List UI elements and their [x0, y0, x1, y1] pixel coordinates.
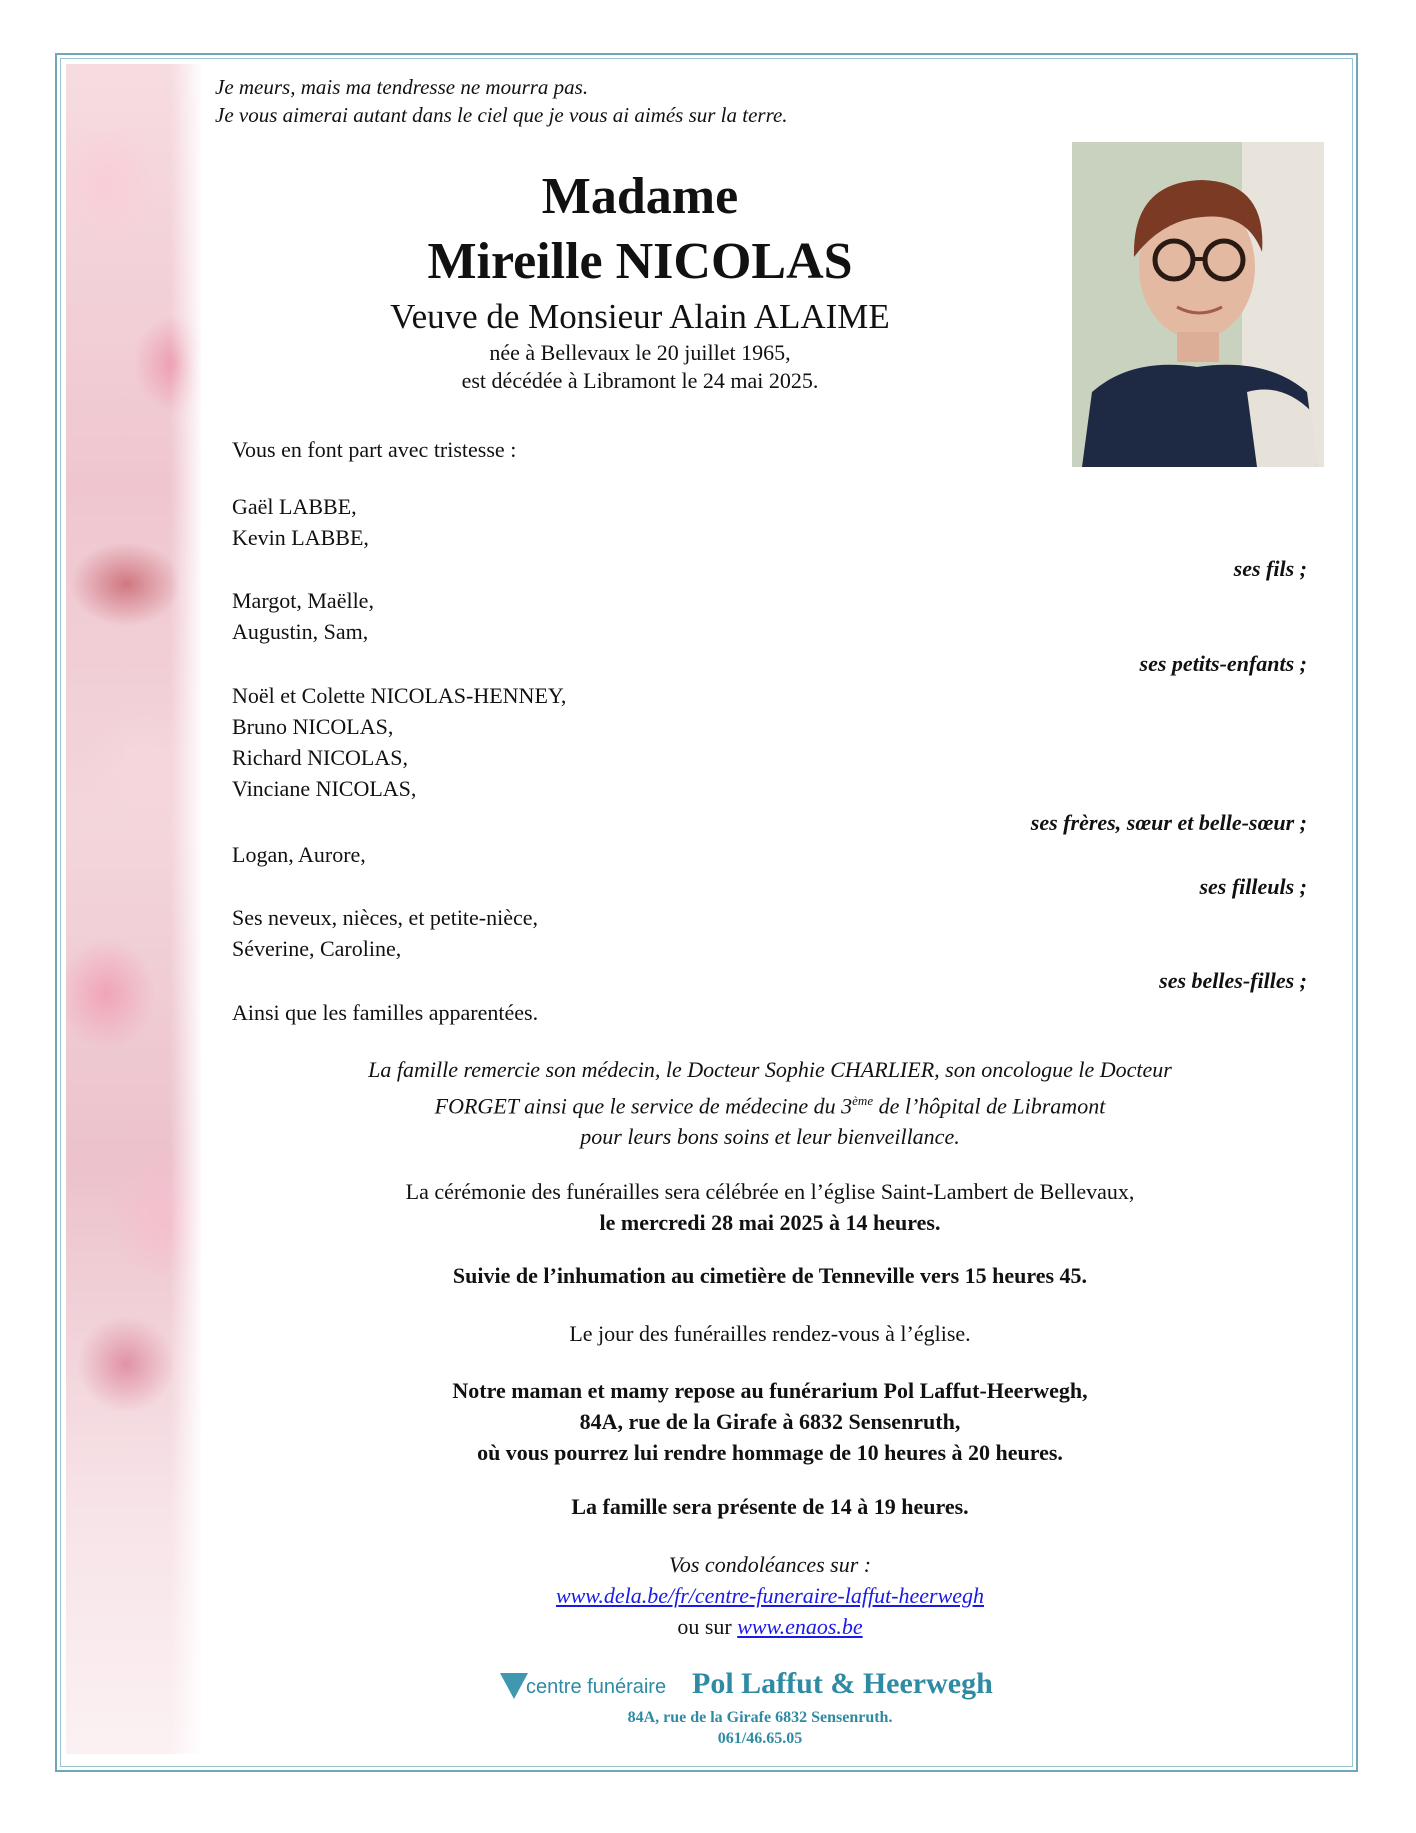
- or-text: ou sur: [677, 1614, 738, 1639]
- relation-fils: ses fils ;: [1233, 556, 1307, 581]
- portrait-photo: [1072, 142, 1324, 467]
- meeting-line: Le jour des funérailles rendez-vous à l’église.: [569, 1321, 971, 1346]
- epigraph-line-1: Je meurs, mais ma tendresse ne mourra pas.: [215, 75, 589, 99]
- family-names-1: [232, 585, 374, 647]
- funeral-home-logo: [500, 1667, 1020, 1707]
- logo-brand-name: Pol Laffut & Heerwegh: [692, 1667, 993, 1700]
- birth-line: née à Bellevaux le 20 juillet 1965,: [489, 340, 791, 365]
- family-name: Bruno NICOLAS,: [232, 714, 394, 739]
- condolences-block: [240, 1549, 1300, 1642]
- family-name: Gaël LABBE,: [232, 494, 357, 519]
- thanks-paragraph: [240, 1054, 1300, 1152]
- family-name: Séverine, Caroline,: [232, 936, 402, 961]
- funerarium-line-3: où vous pourrez lui rendre hommage de 10 heures à 20 heures.: [477, 1440, 1063, 1465]
- deceased-header: [250, 165, 1030, 395]
- thanks-line-3: pour leurs bons soins et leur bienveillance.: [580, 1124, 960, 1150]
- thanks-line-2b: de l’hôpital de Libramont: [873, 1093, 1106, 1119]
- funerarium-line-1: Notre maman et mamy repose au funérarium Pol Laffut-Heerwegh,: [452, 1378, 1088, 1403]
- footer-address: 84A, rue de la Girafe 6832 Sensenruth.: [627, 1709, 893, 1726]
- family-name: Margot, Maëlle,: [232, 588, 374, 613]
- family-names-4: [232, 902, 538, 964]
- family-name: Ses neveux, nièces, et petite-nièce,: [232, 905, 539, 930]
- family-name: Kevin LABBE,: [232, 525, 369, 550]
- family-name: Augustin, Sam,: [232, 619, 369, 644]
- relation-petits-enfants: ses petits-enfants ;: [1139, 651, 1307, 676]
- thanks-line-2a: FORGET ainsi que le service de médecine du 3: [434, 1093, 853, 1119]
- deceased-name: Mireille NICOLAS: [427, 233, 853, 290]
- relation-belles-filles: ses belles-filles ;: [1159, 968, 1307, 993]
- related-families: Ainsi que les familles apparentées.: [232, 1000, 539, 1025]
- relation-filleuls: ses filleuls ;: [1199, 874, 1307, 899]
- thanks-line-2: [240, 1085, 1300, 1121]
- thanks-line-1: La famille remercie son médecin, le Docteur Sophie CHARLIER, son oncologue le Docteur: [368, 1057, 1172, 1082]
- logo-small-text: centre funéraire: [526, 1676, 667, 1698]
- relation-freres-soeur: ses frères, sœur et belle-sœur ;: [1030, 810, 1307, 835]
- condolences-label: Vos condoléances sur :: [668, 1552, 872, 1577]
- ceremony-line-1: La cérémonie des funérailles sera célébrée en l’église Saint-Lambert de Bellevaux,: [405, 1179, 1135, 1204]
- family-name: Vinciane NICOLAS,: [232, 776, 417, 801]
- thanks-superscript: ème: [852, 1093, 874, 1108]
- epigraph: [215, 73, 788, 129]
- intro-text: Vous en font part avec tristesse :: [232, 437, 517, 462]
- family-names-0: [232, 491, 369, 553]
- ceremony-paragraph: [240, 1176, 1300, 1238]
- burial-line: Suivie de l’inhumation au cimetière de Tenneville vers 15 heures 45.: [452, 1263, 1088, 1288]
- image-fade: [170, 64, 204, 1754]
- family-names-2: [232, 680, 566, 804]
- death-line: est décédée à Libramont le 24 mai 2025.: [461, 368, 819, 393]
- funerarium-line-2: 84A, rue de la Girafe à 6832 Sensenruth,: [579, 1409, 961, 1434]
- title-madame: Madame: [541, 168, 739, 225]
- family-name: Richard NICOLAS,: [232, 745, 408, 770]
- family-names-3: [232, 839, 366, 870]
- family-name: Logan, Aurore,: [232, 842, 366, 867]
- funerarium-paragraph: [240, 1375, 1300, 1468]
- family-name: Noël et Colette NICOLAS-HENNEY,: [232, 683, 567, 708]
- footer-phone: 061/46.65.05: [717, 1730, 803, 1747]
- family-presence: La famille sera présente de 14 à 19 heures.: [571, 1494, 969, 1519]
- condolences-link-enaos[interactable]: www.enaos.be: [737, 1614, 863, 1639]
- widow-line: Veuve de Monsieur Alain ALAIME: [390, 297, 890, 336]
- epigraph-line-2: Je vous aimerai autant dans le ciel que je vous ai aimés sur la terre.: [215, 103, 788, 127]
- ceremony-date: le mercredi 28 mai 2025 à 14 heures.: [599, 1210, 941, 1235]
- triangle-logo-icon: [500, 1673, 528, 1699]
- condolences-link-dela[interactable]: www.dela.be/fr/centre-funeraire-laffut-heerwegh: [555, 1583, 985, 1608]
